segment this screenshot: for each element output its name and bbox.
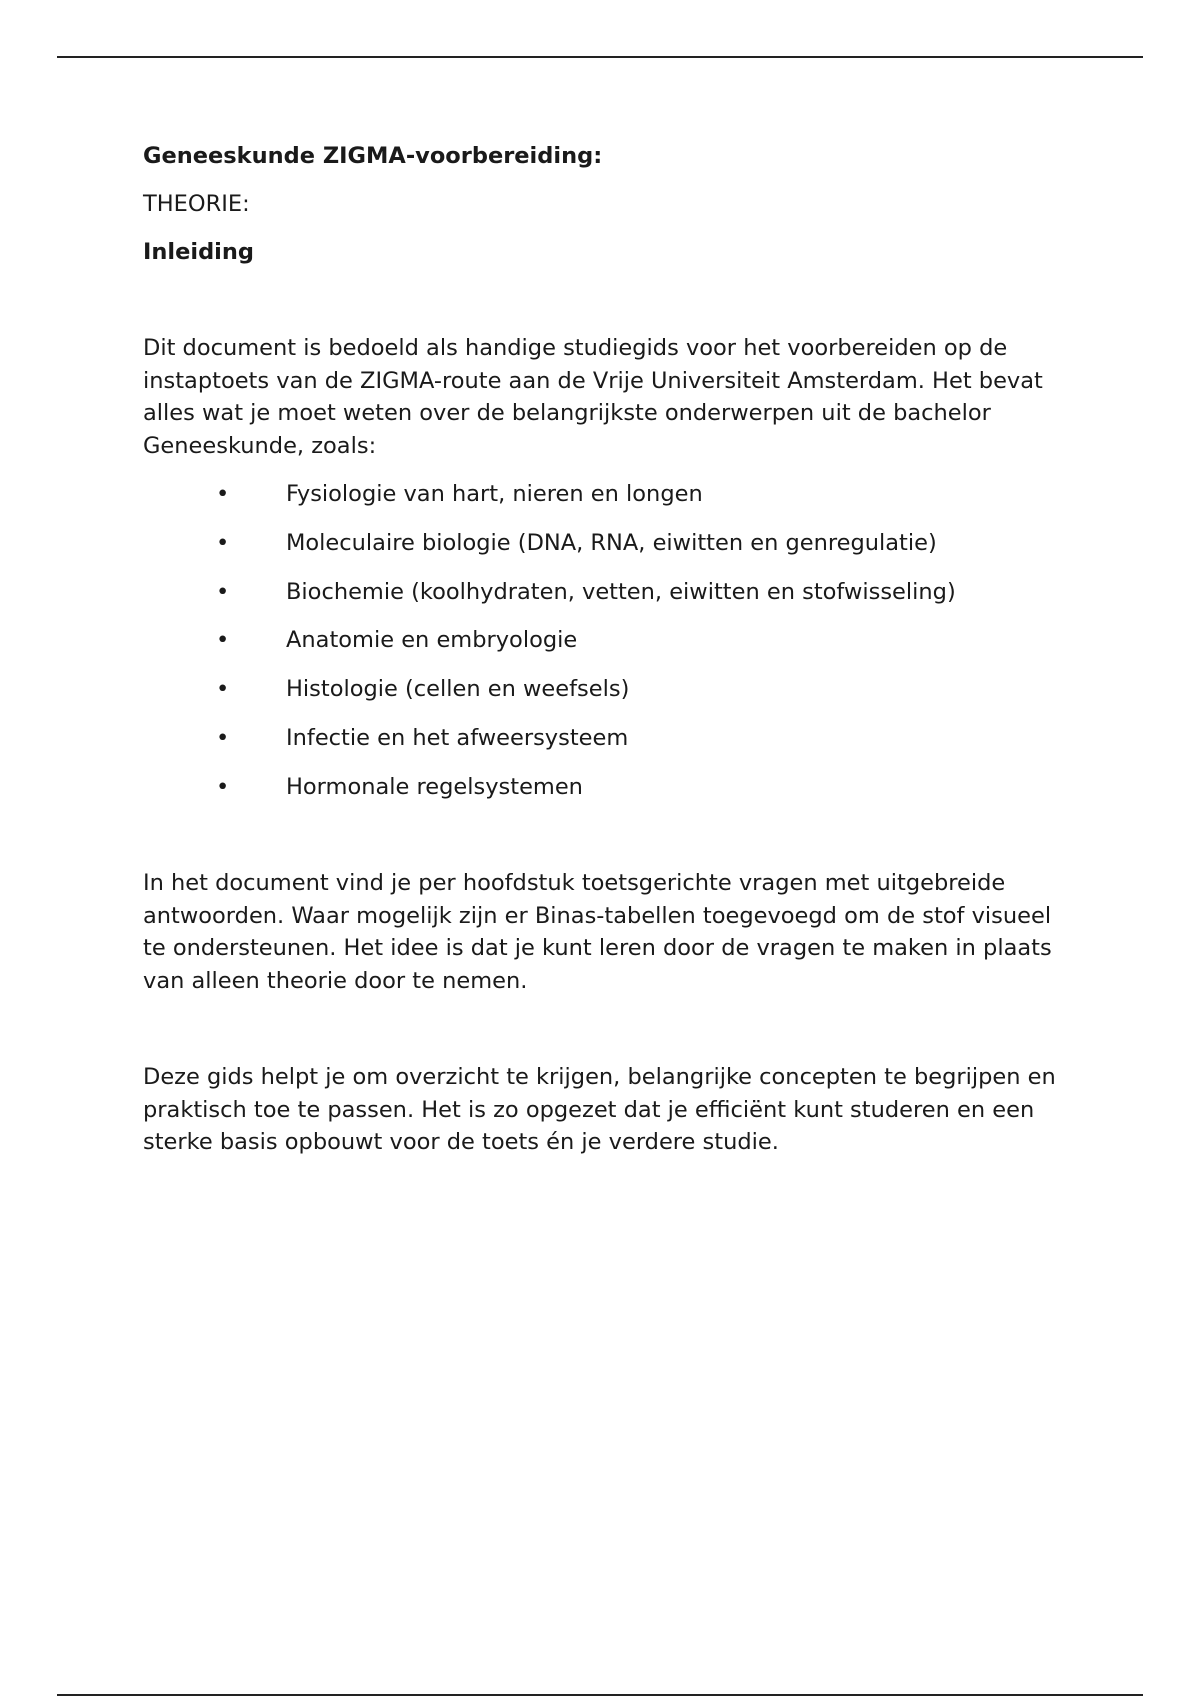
list-item — [143, 527, 1063, 560]
list-item — [143, 478, 1063, 511]
list-item — [143, 771, 1063, 804]
intro-paragraph: Dit document is bedoeld als handige studiegids voor het voorbereiden op de instaptoets van de ZIGMA-route aan de Vrije Universiteit Amsterdam. Het bevat alles wat je moet weten over de belangrijkste onderwerpen uit de bachelor Geneeskunde, zoals: — [143, 335, 1043, 459]
footer-rule — [57, 1694, 1143, 1696]
bullet-icon: • — [216, 627, 230, 654]
bullet-icon: • — [216, 676, 230, 703]
bullet-icon: • — [216, 481, 230, 507]
topic-text: Moleculaire biologie (DNA, RNA, eiwitten en genregulatie) — [286, 529, 937, 556]
bullet-icon: • — [216, 529, 230, 556]
list-item — [143, 673, 1063, 706]
topic-text: Infectie en het afweersysteem — [286, 724, 629, 751]
list-item — [143, 624, 1063, 657]
topic-text: Hormonale regelsystemen — [286, 773, 583, 800]
list-item — [143, 576, 1063, 609]
header-rule — [57, 56, 1143, 58]
section-label: THEORIE: — [143, 191, 250, 217]
document-body — [143, 140, 1063, 1159]
body-paragraph-2: In het document vind je per hoofdstuk toetsgerichte vragen met uitgebreide antwoorden. Waar mogelijk zijn er Binas-tabellen toegevoegd om de stof visueel te ondersteunen. Het idee is dat je kunt leren door de vragen te maken in plaats van alleen theorie door te nemen. — [143, 870, 1052, 994]
topic-text: Biochemie (koolhydraten, vetten, eiwitten en stofwisseling) — [286, 578, 956, 605]
bullet-icon: • — [216, 724, 230, 751]
topic-text: Anatomie en embryologie — [286, 627, 578, 654]
section-heading: Inleiding — [143, 239, 255, 265]
topic-text: Fysiologie van hart, nieren en longen — [286, 481, 703, 507]
body-paragraph-3: Deze gids helpt je om overzicht te krijgen, belangrijke concepten te begrijpen en praktisch toe te passen. Het is zo opgezet dat je efficiënt kunt studeren en een sterke basis opbouwt voor de toets én je verdere studie. — [143, 1064, 1056, 1156]
list-item — [143, 722, 1063, 755]
bullet-icon: • — [216, 578, 230, 605]
document-title: Geneeskunde ZIGMA-voorbereiding: — [143, 143, 603, 169]
topic-text: Histologie (cellen en weefsels) — [286, 676, 630, 703]
bullet-icon: • — [216, 773, 230, 800]
topic-list — [143, 478, 1063, 803]
